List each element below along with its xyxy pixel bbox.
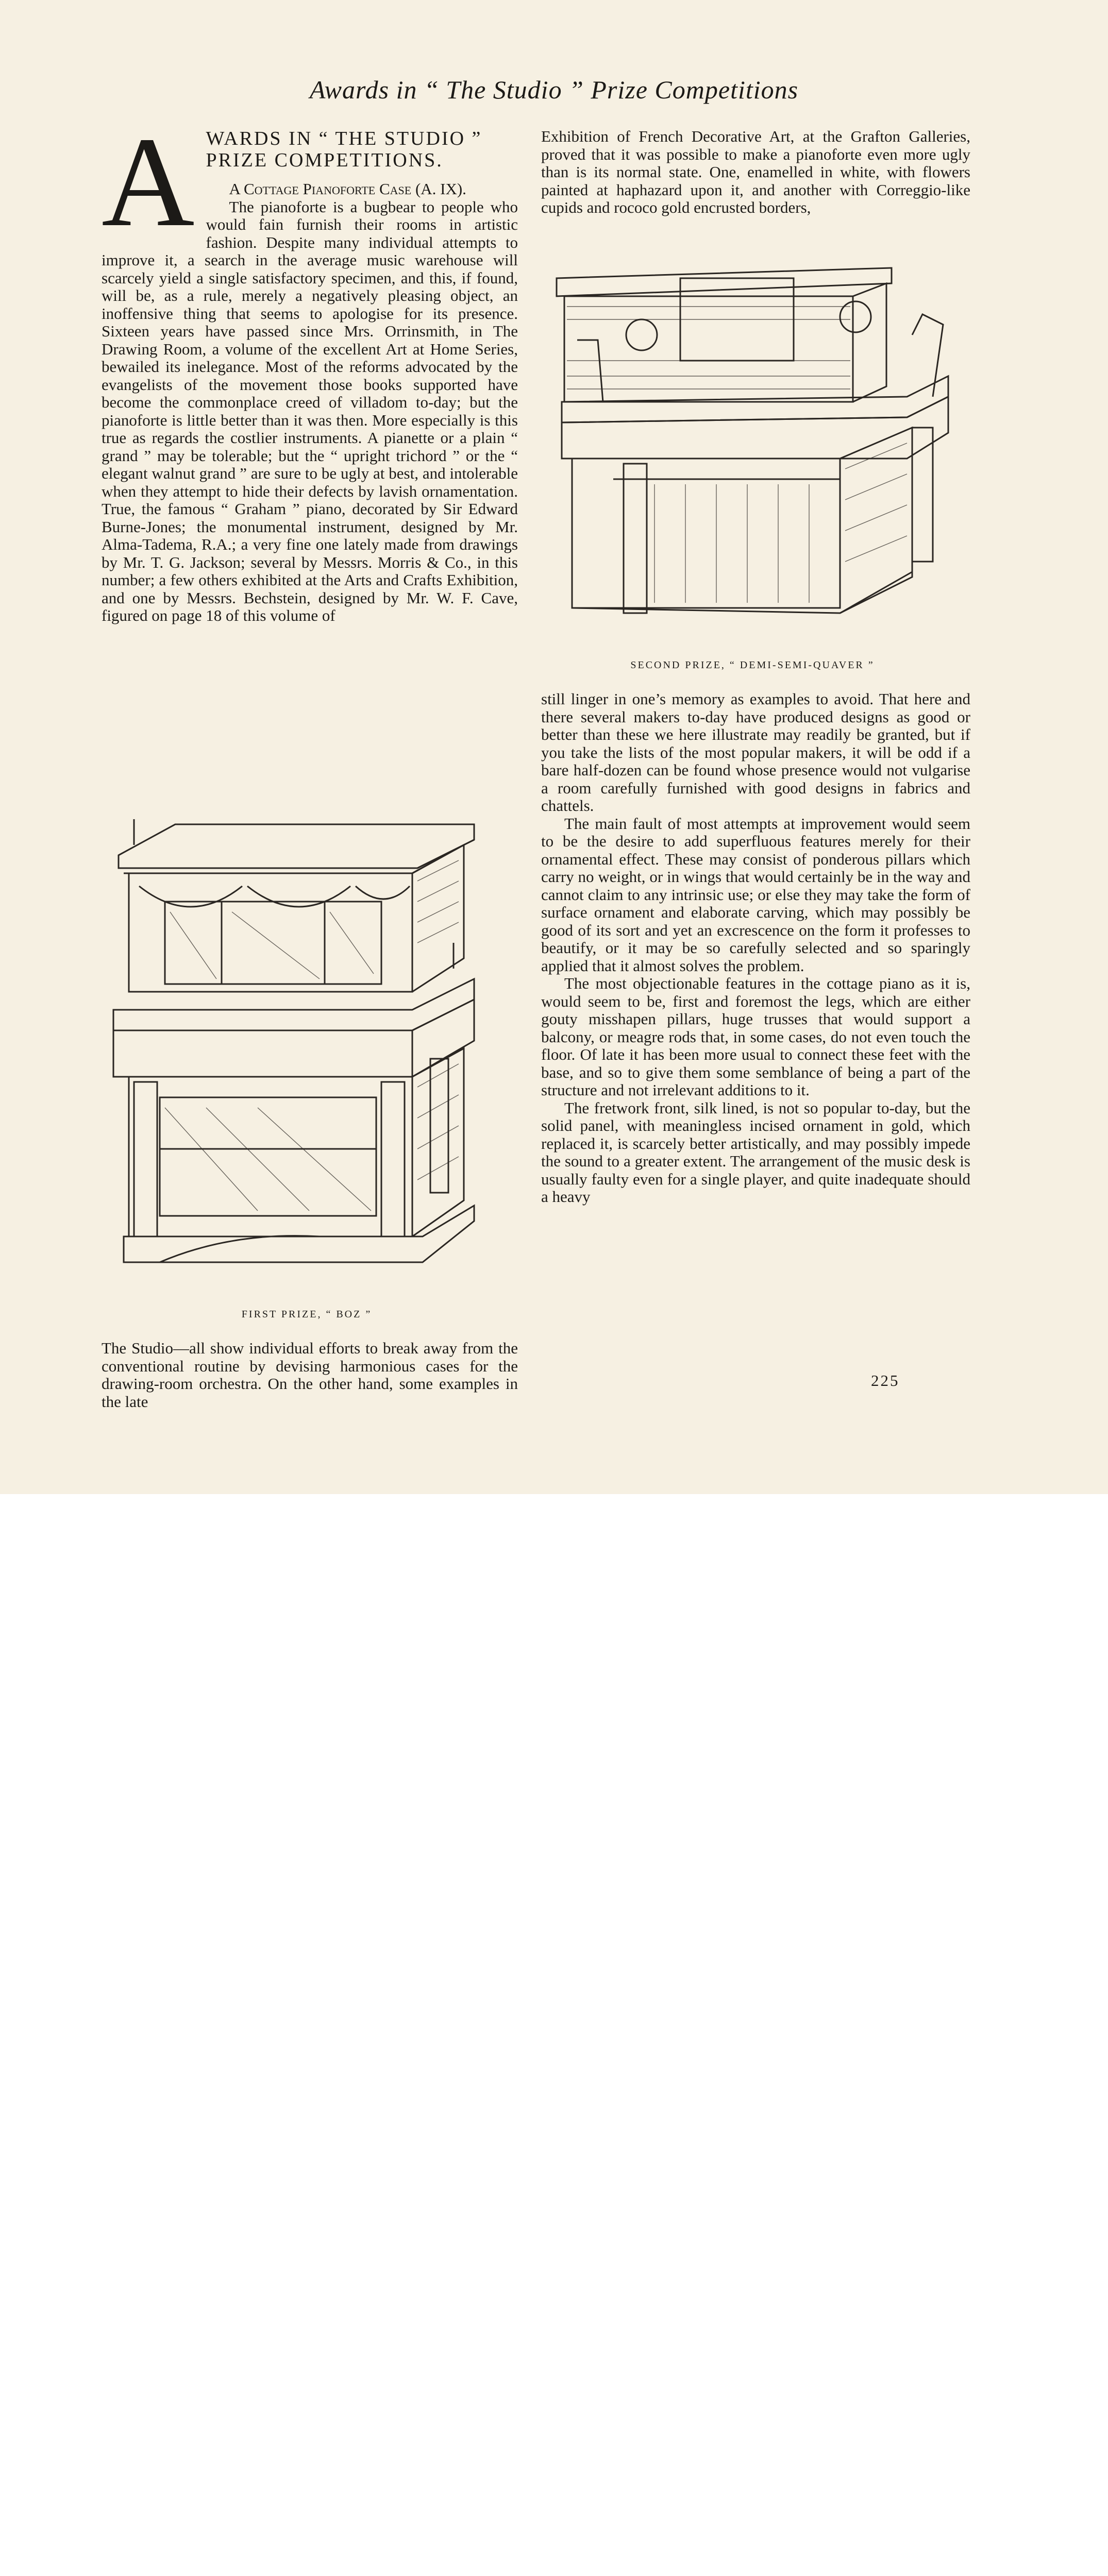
page-number: 225 xyxy=(871,1371,900,1389)
digitization-footer xyxy=(0,1494,1108,1658)
paragraph-2: The main fault of most attempts at improvement would seem to be the desire to add superfluous features merely for their ornamental effect. These may consist of ponderous pillars which carry no weight, or in wings that would certainly be in the way and cannot claim to any intrinsic use; or else they may take the form of surface ornament and elaborate carving, which may possibly be good of its sort and yet an excrescence on the form it professes to beautify, or it may be so carefully selected and so sparingly applied that it almost solves the problem. xyxy=(541,814,970,975)
article-title-line-2: PRIZE COMPETITIONS. xyxy=(206,149,443,171)
paragraph-3: The most objectionable features in the cottage piano as it is, would seem to be, first and foremost the legs, which are either gouty misshapen pillars, huge trusses that would support a balcony, or meagre rods that, in some cases, do not even touch the floor. Of late it has been more usual to connect these feet with the base, and so to give them some semblance of being a part of the structure and not irrelevant additions to it. xyxy=(541,974,970,1099)
second-prize-piano-illustration xyxy=(551,258,953,644)
first-prize-piano-illustration xyxy=(103,809,510,1303)
paragraph-1-right: Exhibition of French Decorative Art, at the Grafton Galleries, proved that it was possible to make a pianoforte even more ugly than is its normal state. One, enamelled in white, with flowers painted at haphazard upon it, and another with Correggio-like cupids and rococo gold encrusted borders, xyxy=(541,127,970,216)
left-column xyxy=(102,111,518,625)
left-column-bottom xyxy=(102,1340,518,1411)
paragraph-1-continued: The Studio—all show individual efforts to break away from the conventional routine by devising harmonious cases for the drawing-room orchestra. On the other hand, some examples in the late xyxy=(102,1339,518,1411)
paragraph-1: The pianoforte is a bugbear to people who would fain furnish their rooms in artistic fashion. Despite many individual attempts to improve it, a search in the average music warehouse will scarcely yield a single satisfactory specimen, and this, if found, will be, as a rule, merely a negatively pleasing object, an inoffensive thing that seems to apologise for its presence. Sixteen years have passed since Mrs. Orrinsmith, in The Drawing Room, a volume of the excellent Art at Home Series, bewailed its inelegance. Most of the reforms advocated by the evangelists of the movement those books supported have become the commonplace creed of villadom to-day; but the pianoforte is little better than it was then. More especially is this true as regards the costlier instruments. A pianette or a plain “ grand ” may be tolerable; but the “ upright trichord ” or the “ elegant walnut grand ” are sure to be ugly at best, and intolerable when they attempt to hide their defects by lavish ornamentation. True, the famous “ Graham ” piano, decorated by Sir Edward Burne-Jones; the monumental instrument, designed by Mr. Alma-Tadema, R.A.; a very fine one lately made from drawings by Mr. T. G. Jackson; several by Messrs. Morris & Co., in this number; a few others exhibited at the Arts and Crafts Exhibition, and one by Messrs. Bechstein, designed by Mr. W. F. Cave, figured on page 18 of this volume of xyxy=(102,197,518,624)
article-title-line-1: WARDS IN “ THE STUDIO ” xyxy=(206,128,482,149)
running-head: Awards in “ The Studio ” Prize Competitions xyxy=(309,75,799,104)
paragraph-4: The fretwork front, silk lined, is not so popular to-day, but the solid panel, with meaningless incised ornament in gold, which replaced it, is scarcely better artistically, and may possibly impede the sound to a greater extent. The arrangement of the music desk is usually faulty even for a single player, and quite inadequate should a heavy xyxy=(541,1098,970,1206)
paragraph-1-right-continued: still linger in one’s memory as examples to avoid. That here and there several makers to-day have produced designs as good or better than these we here illustrate may readily be granted, but if you take the lists of the most popular makers, it will be odd if a bare half-dozen can be found whose presence would not vulgarise a room carefully furnished with good designs in fabrics and chattels. xyxy=(541,690,970,815)
article-subtitle: A Cottage Pianoforte Case (A. IX). xyxy=(229,180,466,198)
second-prize-caption: SECOND PRIZE, “ DEMI-SEMI-QUAVER ” xyxy=(630,659,875,671)
drop-cap: A xyxy=(102,111,195,253)
first-prize-caption: FIRST PRIZE, “ BOZ ” xyxy=(241,1309,372,1320)
right-column-bottom xyxy=(541,690,970,1206)
right-column-top xyxy=(541,128,970,217)
